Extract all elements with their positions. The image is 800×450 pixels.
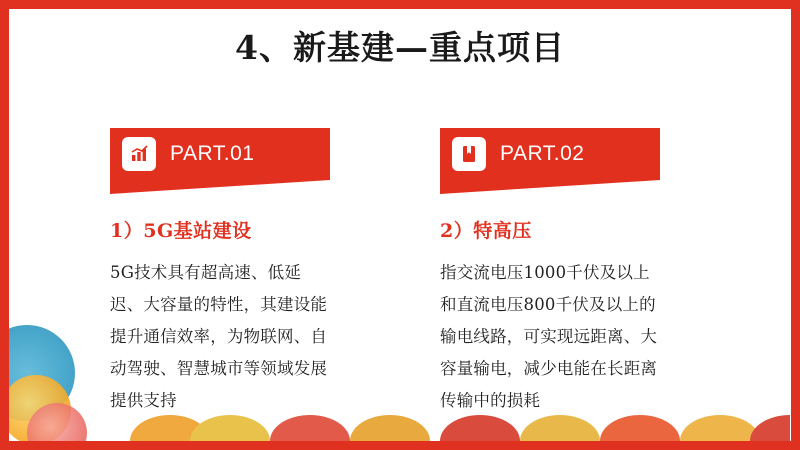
part-banner-02: [440, 128, 660, 180]
column-part-02: [440, 128, 660, 417]
part-label-01: PART.01: [170, 142, 255, 165]
column-part-01: [110, 128, 330, 417]
bar-chart-icon: [122, 137, 156, 171]
page-title: 4、新基建—重点项目: [235, 28, 565, 67]
section-body-01: 5G技术具有超高速、低延迟、大容量的特性，其建设能提升通信效率，为物联网、自动驾驶、智慧城市等领域发展提供支持: [110, 263, 328, 410]
slide-border-bottom: [0, 441, 800, 450]
slide-border-top: [0, 0, 800, 9]
content-columns: [110, 128, 720, 417]
part-label-02: PART.02: [500, 142, 585, 165]
section-body-02: 指交流电压1000千伏及以上和直流电压800千伏及以上的输电线路，可实现远距离、大容量输电，减少电能在长距离传输中的损耗: [440, 263, 658, 410]
section-heading-02: 2）特高压: [440, 220, 532, 242]
bookmark-icon: [452, 137, 486, 171]
part-banner-01: [110, 128, 330, 180]
section-heading-01: 1）5G基站建设: [110, 220, 252, 242]
